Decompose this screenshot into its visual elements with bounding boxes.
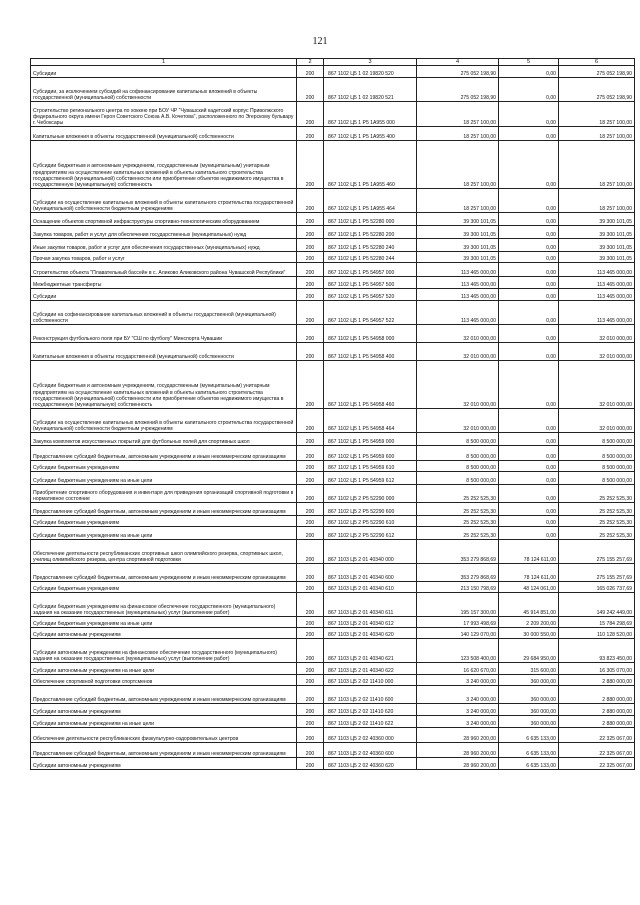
row-code-cell: 200 [297, 325, 324, 343]
row-name-cell: Приобретение спортивного оборудования и инвентаря для приведения организаций спортивной подготовки в нормативное состояние [31, 485, 297, 503]
row-name-cell: Субсидии бюджетным учреждениям на финансовое обеспечение государственного (муниципального) задания на оказание государственных (муниципальных) услуг (выполнение работ) [31, 593, 297, 617]
row-name-cell: Субсидии автономным учреждениям на иные цели [31, 663, 297, 675]
row-change-cell: 6 635 133,00 [499, 758, 559, 770]
row-name-cell: Субсидии бюджетным учреждениям на иные цели [31, 472, 297, 485]
row-change-cell: 0,00 [499, 289, 559, 301]
table-row [31, 639, 635, 663]
row-kbk-cell: 867 1103 Ц5 2 02 11410 000 [324, 675, 417, 686]
table-row [31, 66, 635, 78]
row-kbk-cell: 867 1102 Ц5 2 Р5 52290 000 [324, 485, 417, 503]
table-row [31, 343, 635, 361]
row-change-cell: 6 635 133,00 [499, 728, 559, 743]
row-total-cell: 18 257 100,00 [417, 189, 499, 213]
table-row [31, 663, 635, 675]
row-result-cell: 16 305 070,00 [559, 663, 635, 675]
row-total-cell: 353 279 868,69 [417, 564, 499, 582]
row-name-cell: Субсидии бюджетным и автономным учреждениям, государственным (муниципальным) унитарным предприятиям на осуществление капитальных вложений в объекты капитального строительства государственной (муниципальной) собственности или приобретение объектов недвижимого имущества в государственную (муниципальную) собственность [31, 361, 297, 409]
row-name-cell: Предоставление субсидий бюджетным, автономным учреждениям и иным некоммерческим организациям [31, 446, 297, 461]
row-code-cell: 200 [297, 263, 324, 277]
row-code-cell: 200 [297, 289, 324, 301]
table-row [31, 277, 635, 289]
row-change-cell: 2 209 200,00 [499, 617, 559, 628]
row-name-cell: Строительство объекта "Плавательный бассейн в с. Аликово Аликовского района Чувашской Республики" [31, 263, 297, 277]
table-row [31, 78, 635, 102]
row-change-cell: 0,00 [499, 516, 559, 527]
row-total-cell: 32 010 000,00 [417, 361, 499, 409]
row-name-cell: Строительство регионального центра по хоккею при БОУ ЧР "Чувашский кадетский корпус Приволжского федерального округа имени Героя Советского Союза А.В. Кочетова", расположенного по Эгерскому бульвару г. Чебоксары [31, 102, 297, 127]
row-result-cell: 275 155 257,69 [559, 540, 635, 564]
table-row [31, 675, 635, 686]
row-change-cell: 0,00 [499, 141, 559, 189]
row-change-cell: 360 000,00 [499, 704, 559, 716]
table-row [31, 409, 635, 433]
row-total-cell: 3 240 000,00 [417, 716, 499, 728]
row-code-cell: 200 [297, 564, 324, 582]
row-kbk-cell: 867 1103 Ц5 2 02 11410 620 [324, 704, 417, 716]
table-row [31, 503, 635, 516]
row-code-cell: 200 [297, 66, 324, 78]
row-total-cell: 195 157 300,00 [417, 593, 499, 617]
row-name-cell: Предоставление субсидий бюджетным, автономным учреждениям и иным некоммерческим организациям [31, 686, 297, 704]
row-change-cell: 78 124 611,00 [499, 540, 559, 564]
row-change-cell: 0,00 [499, 503, 559, 516]
row-result-cell: 2 880 000,00 [559, 686, 635, 704]
row-result-cell: 275 155 257,69 [559, 564, 635, 582]
row-change-cell: 0,00 [499, 301, 559, 325]
row-total-cell: 39 300 101,05 [417, 252, 499, 263]
table-row [31, 102, 635, 127]
row-name-cell: Иные закупки товаров, работ и услуг для обеспечения государственных (муниципальных) нужд [31, 239, 297, 252]
row-code-cell: 200 [297, 252, 324, 263]
row-code-cell: 200 [297, 663, 324, 675]
row-name-cell: Предоставление субсидий бюджетным, автономным учреждениям и иным некоммерческим организациям [31, 564, 297, 582]
row-code-cell: 200 [297, 582, 324, 593]
row-change-cell: 0,00 [499, 78, 559, 102]
row-result-cell: 39 300 101,05 [559, 252, 635, 263]
row-result-cell: 165 026 737,69 [559, 582, 635, 593]
row-result-cell: 113 465 000,00 [559, 277, 635, 289]
row-name-cell: Предоставление субсидий бюджетным, автономным учреждениям и иным некоммерческим организациям [31, 503, 297, 516]
row-result-cell: 18 257 100,00 [559, 141, 635, 189]
row-code-cell: 200 [297, 704, 324, 716]
row-kbk-cell: 867 1102 Ц5 1 Р5 52280 240 [324, 239, 417, 252]
row-kbk-cell: 867 1102 Ц5 1 02 19820 520 [324, 66, 417, 78]
table-row [31, 540, 635, 564]
row-change-cell: 78 124 611,00 [499, 564, 559, 582]
row-result-cell: 2 880 000,00 [559, 716, 635, 728]
row-code-cell: 200 [297, 675, 324, 686]
row-change-cell: 0,00 [499, 343, 559, 361]
row-kbk-cell: 867 1102 Ц5 1 Р5 1А955 400 [324, 127, 417, 141]
row-total-cell: 32 010 000,00 [417, 343, 499, 361]
row-code-cell: 200 [297, 361, 324, 409]
row-code-cell: 200 [297, 189, 324, 213]
table-row [31, 582, 635, 593]
row-result-cell: 22 325 067,00 [559, 728, 635, 743]
row-name-cell: Субсидии автономным учреждениям на иные цели [31, 716, 297, 728]
row-result-cell: 8 500 000,00 [559, 472, 635, 485]
row-total-cell: 25 252 525,30 [417, 485, 499, 503]
row-name-cell: Субсидии на осуществление капитальных вложений в объекты капитального строительства государственной (муниципальной) собственности бюджетным учреждениям [31, 409, 297, 433]
row-name-cell: Субсидии, за исключением субсидий на софинансирование капитальных вложений в объекты государственной (муниципальной) собственности [31, 78, 297, 102]
table-row [31, 213, 635, 226]
row-change-cell: 0,00 [499, 485, 559, 503]
row-total-cell: 32 010 000,00 [417, 325, 499, 343]
row-code-cell: 200 [297, 540, 324, 564]
row-kbk-cell: 867 1103 Ц5 2 02 11410 600 [324, 686, 417, 704]
row-kbk-cell: 867 1103 Ц5 2 01 40340 621 [324, 639, 417, 663]
row-total-cell: 213 150 798,69 [417, 582, 499, 593]
row-result-cell: 275 052 198,90 [559, 78, 635, 102]
header-cell: 1 [31, 59, 297, 66]
row-total-cell: 140 129 070,00 [417, 628, 499, 639]
row-change-cell: 0,00 [499, 461, 559, 472]
table-row [31, 485, 635, 503]
row-total-cell: 113 465 000,00 [417, 263, 499, 277]
row-result-cell: 39 300 101,05 [559, 226, 635, 239]
row-result-cell: 22 325 067,00 [559, 743, 635, 758]
row-result-cell: 32 010 000,00 [559, 343, 635, 361]
row-change-cell: 0,00 [499, 263, 559, 277]
row-kbk-cell: 867 1103 Ц5 2 02 40360 000 [324, 728, 417, 743]
row-name-cell: Обеспечение деятельности республиканских физкультурно-оздоровительных центров [31, 728, 297, 743]
row-total-cell: 39 300 101,05 [417, 239, 499, 252]
row-result-cell: 2 880 000,00 [559, 675, 635, 686]
row-result-cell: 113 465 000,00 [559, 263, 635, 277]
table-row [31, 564, 635, 582]
row-name-cell: Субсидии автономным учреждениям [31, 704, 297, 716]
row-total-cell: 8 500 000,00 [417, 461, 499, 472]
row-name-cell: Субсидии бюджетным учреждениям на иные цели [31, 527, 297, 540]
row-change-cell: 0,00 [499, 66, 559, 78]
row-change-cell: 0,00 [499, 472, 559, 485]
table-row [31, 617, 635, 628]
row-result-cell: 25 252 525,30 [559, 503, 635, 516]
row-kbk-cell: 867 1102 Ц5 1 Р5 54959 000 [324, 433, 417, 446]
row-code-cell: 200 [297, 141, 324, 189]
table-row [31, 127, 635, 141]
table-row [31, 472, 635, 485]
row-kbk-cell: 867 1102 Ц5 2 Р5 52290 612 [324, 527, 417, 540]
row-code-cell: 200 [297, 617, 324, 628]
row-name-cell: Оснащение объектов спортивной инфраструктуры спортивно-технологическим оборудованием [31, 213, 297, 226]
row-total-cell: 39 300 101,05 [417, 213, 499, 226]
header-cell: 6 [559, 59, 635, 66]
row-total-cell: 123 508 400,00 [417, 639, 499, 663]
row-result-cell: 275 052 198,90 [559, 66, 635, 78]
row-name-cell: Прочая закупка товаров, работ и услуг [31, 252, 297, 263]
row-name-cell: Субсидии бюджетным учреждениям [31, 461, 297, 472]
row-kbk-cell: 867 1102 Ц5 1 Р5 54959 610 [324, 461, 417, 472]
table-row [31, 189, 635, 213]
row-code-cell: 200 [297, 503, 324, 516]
row-code-cell: 200 [297, 639, 324, 663]
table-row [31, 289, 635, 301]
row-kbk-cell: 867 1102 Ц5 1 Р5 54958 460 [324, 361, 417, 409]
row-change-cell: 45 914 851,00 [499, 593, 559, 617]
row-name-cell: Субсидии бюджетным учреждениям на иные цели [31, 617, 297, 628]
row-kbk-cell: 867 1103 Ц5 2 02 40360 600 [324, 743, 417, 758]
row-change-cell: 0,00 [499, 433, 559, 446]
row-code-cell: 200 [297, 485, 324, 503]
row-change-cell: 0,00 [499, 527, 559, 540]
header-cell: 2 [297, 59, 324, 66]
row-total-cell: 8 500 000,00 [417, 446, 499, 461]
table-row [31, 226, 635, 239]
table-row [31, 446, 635, 461]
row-change-cell: 360 000,00 [499, 675, 559, 686]
row-code-cell: 200 [297, 743, 324, 758]
row-kbk-cell: 867 1103 Ц5 2 01 40340 610 [324, 582, 417, 593]
row-change-cell: 315 600,00 [499, 663, 559, 675]
row-code-cell: 200 [297, 728, 324, 743]
row-total-cell: 18 257 100,00 [417, 127, 499, 141]
row-code-cell: 200 [297, 343, 324, 361]
row-change-cell: 0,00 [499, 102, 559, 127]
row-result-cell: 2 880 000,00 [559, 704, 635, 716]
row-name-cell: Субсидии автономным учреждениям [31, 758, 297, 770]
row-code-cell: 200 [297, 226, 324, 239]
row-result-cell: 113 465 000,00 [559, 289, 635, 301]
row-result-cell: 32 010 000,00 [559, 361, 635, 409]
page-number: 121 [312, 36, 328, 47]
table-row [31, 361, 635, 409]
row-result-cell: 8 500 000,00 [559, 433, 635, 446]
header-cell: 4 [417, 59, 499, 66]
row-code-cell: 200 [297, 628, 324, 639]
row-total-cell: 3 240 000,00 [417, 704, 499, 716]
row-name-cell: Капитальные вложения в объекты государственной (муниципальной) собственности [31, 127, 297, 141]
row-change-cell: 0,00 [499, 226, 559, 239]
row-total-cell: 39 300 101,05 [417, 226, 499, 239]
row-result-cell: 93 823 450,00 [559, 639, 635, 663]
row-change-cell: 0,00 [499, 189, 559, 213]
table-row [31, 686, 635, 704]
row-total-cell: 16 620 670,00 [417, 663, 499, 675]
row-code-cell: 200 [297, 239, 324, 252]
row-code-cell: 200 [297, 516, 324, 527]
row-name-cell: Реконструкция футбольного поля при БУ "СШ по футболу" Минспорта Чувашии [31, 325, 297, 343]
row-code-cell: 200 [297, 127, 324, 141]
row-total-cell: 25 252 525,30 [417, 516, 499, 527]
row-result-cell: 18 257 100,00 [559, 127, 635, 141]
row-kbk-cell: 867 1102 Ц5 1 Р5 54958 464 [324, 409, 417, 433]
row-kbk-cell: 867 1102 Ц5 1 Р5 54957 520 [324, 289, 417, 301]
row-total-cell: 113 465 000,00 [417, 301, 499, 325]
row-kbk-cell: 867 1102 Ц5 1 Р5 52280 244 [324, 252, 417, 263]
row-kbk-cell: 867 1103 Ц5 2 02 40360 620 [324, 758, 417, 770]
row-total-cell: 8 500 000,00 [417, 433, 499, 446]
table-row [31, 301, 635, 325]
row-kbk-cell: 867 1102 Ц5 1 Р5 1А955 460 [324, 141, 417, 189]
row-total-cell: 113 465 000,00 [417, 277, 499, 289]
row-name-cell: Субсидии автономным учреждениям на финансовое обеспечение государственного (муниципального) задания на оказание государственных (муниципальных) услуг (выполнение работ) [31, 639, 297, 663]
row-change-cell: 6 635 133,00 [499, 743, 559, 758]
row-kbk-cell: 867 1103 Ц5 2 01 40340 622 [324, 663, 417, 675]
row-name-cell: Капитальные вложения в объекты государственной (муниципальной) собственности [31, 343, 297, 361]
row-code-cell: 200 [297, 213, 324, 226]
row-code-cell: 200 [297, 433, 324, 446]
row-kbk-cell: 867 1103 Ц5 2 01 40340 620 [324, 628, 417, 639]
row-total-cell: 113 465 000,00 [417, 289, 499, 301]
table-row [31, 461, 635, 472]
table-row [31, 728, 635, 743]
row-code-cell: 200 [297, 102, 324, 127]
row-change-cell: 0,00 [499, 409, 559, 433]
table-row [31, 628, 635, 639]
row-kbk-cell: 867 1102 Ц5 1 Р5 1А955 464 [324, 189, 417, 213]
row-code-cell: 200 [297, 301, 324, 325]
row-result-cell: 8 500 000,00 [559, 461, 635, 472]
row-result-cell: 110 128 520,00 [559, 628, 635, 639]
row-kbk-cell: 867 1102 Ц5 1 Р5 54957 000 [324, 263, 417, 277]
row-total-cell: 8 500 000,00 [417, 472, 499, 485]
row-total-cell: 275 052 198,90 [417, 78, 499, 102]
table-row [31, 516, 635, 527]
row-kbk-cell: 867 1102 Ц5 1 Р5 1А955 000 [324, 102, 417, 127]
table-row [31, 758, 635, 770]
table-row [31, 252, 635, 263]
row-kbk-cell: 867 1102 Ц5 1 Р5 54957 500 [324, 277, 417, 289]
row-kbk-cell: 867 1102 Ц5 1 Р5 54957 522 [324, 301, 417, 325]
row-result-cell: 39 300 101,05 [559, 213, 635, 226]
row-name-cell: Обеспечение деятельности республиканских спортивных школ олимпийского резерва, спортивных школ, училищ олимпийского резерва, центра спортивной подготовки [31, 540, 297, 564]
row-change-cell: 360 000,00 [499, 686, 559, 704]
row-code-cell: 200 [297, 461, 324, 472]
row-change-cell: 0,00 [499, 252, 559, 263]
row-name-cell: Обеспечение спортивной подготовки спортсменов [31, 675, 297, 686]
row-change-cell: 0,00 [499, 213, 559, 226]
row-total-cell: 28 960 200,00 [417, 758, 499, 770]
row-kbk-cell: 867 1103 Ц5 2 01 40340 600 [324, 564, 417, 582]
row-change-cell: 360 000,00 [499, 716, 559, 728]
row-kbk-cell: 867 1102 Ц5 1 Р5 52280 000 [324, 213, 417, 226]
table-row [31, 433, 635, 446]
row-change-cell: 0,00 [499, 277, 559, 289]
row-name-cell: Межбюджетные трансферты [31, 277, 297, 289]
row-name-cell: Субсидии бюджетным и автономным учреждениям, государственным (муниципальным) унитарным предприятиям на осуществление капитальных вложений в объекты капитального строительства государственной (муниципальной) собственности или приобретение объектов недвижимого имущества в государственную (муниципальную) собственность [31, 141, 297, 189]
row-result-cell: 149 242 449,00 [559, 593, 635, 617]
row-total-cell: 32 010 000,00 [417, 409, 499, 433]
row-name-cell: Предоставление субсидий бюджетным, автономным учреждениям и иным некоммерческим организациям [31, 743, 297, 758]
row-result-cell: 25 252 525,30 [559, 527, 635, 540]
row-result-cell: 32 010 000,00 [559, 409, 635, 433]
row-kbk-cell: 867 1103 Ц5 2 02 11410 622 [324, 716, 417, 728]
row-result-cell: 32 010 000,00 [559, 325, 635, 343]
row-kbk-cell: 867 1102 Ц5 1 Р5 54959 600 [324, 446, 417, 461]
row-kbk-cell: 867 1102 Ц5 2 Р5 52290 600 [324, 503, 417, 516]
row-code-cell: 200 [297, 593, 324, 617]
row-kbk-cell: 867 1102 Ц5 1 Р5 54958 000 [324, 325, 417, 343]
row-total-cell: 25 252 525,30 [417, 503, 499, 516]
row-code-cell: 200 [297, 277, 324, 289]
row-total-cell: 25 252 525,30 [417, 527, 499, 540]
table-row [31, 704, 635, 716]
table-row [31, 141, 635, 189]
row-code-cell: 200 [297, 472, 324, 485]
row-total-cell: 3 240 000,00 [417, 675, 499, 686]
row-name-cell: Субсидии [31, 66, 297, 78]
row-change-cell: 0,00 [499, 361, 559, 409]
row-total-cell: 18 257 100,00 [417, 141, 499, 189]
row-change-cell: 0,00 [499, 325, 559, 343]
row-kbk-cell: 867 1102 Ц5 1 Р5 54958 400 [324, 343, 417, 361]
row-name-cell: Субсидии на осуществление капитальных вложений в объекты капитального строительства государственной (муниципальной) собственности бюджетным учреждениям [31, 189, 297, 213]
row-kbk-cell: 867 1102 Ц5 1 Р5 54959 612 [324, 472, 417, 485]
table-row [31, 593, 635, 617]
row-result-cell: 8 500 000,00 [559, 446, 635, 461]
row-result-cell: 22 325 067,00 [559, 758, 635, 770]
table-row [31, 263, 635, 277]
row-code-cell: 200 [297, 686, 324, 704]
row-change-cell: 30 000 550,00 [499, 628, 559, 639]
row-result-cell: 25 252 525,30 [559, 485, 635, 503]
row-kbk-cell: 867 1103 Ц5 2 01 40340 000 [324, 540, 417, 564]
row-code-cell: 200 [297, 409, 324, 433]
row-code-cell: 200 [297, 446, 324, 461]
row-total-cell: 275 052 198,90 [417, 66, 499, 78]
row-name-cell: Субсидии бюджетным учреждениям [31, 582, 297, 593]
row-result-cell: 15 784 298,69 [559, 617, 635, 628]
table-row [31, 527, 635, 540]
row-total-cell: 18 257 100,00 [417, 102, 499, 127]
row-result-cell: 25 252 525,30 [559, 516, 635, 527]
row-change-cell: 0,00 [499, 127, 559, 141]
row-total-cell: 28 960 200,00 [417, 728, 499, 743]
row-result-cell: 18 257 100,00 [559, 189, 635, 213]
header-cell: 5 [499, 59, 559, 66]
header-row [31, 59, 635, 66]
row-total-cell: 28 960 200,00 [417, 743, 499, 758]
row-name-cell: Закупка товаров, работ и услуг для обеспечения государственных (муниципальных) нужд [31, 226, 297, 239]
row-code-cell: 200 [297, 716, 324, 728]
row-result-cell: 39 300 101,05 [559, 239, 635, 252]
row-change-cell: 0,00 [499, 446, 559, 461]
row-kbk-cell: 867 1102 Ц5 2 Р5 52290 610 [324, 516, 417, 527]
budget-table [30, 58, 635, 770]
row-result-cell: 18 257 100,00 [559, 102, 635, 127]
table-row [31, 325, 635, 343]
table-row [31, 239, 635, 252]
row-kbk-cell: 867 1102 Ц5 1 02 19820 521 [324, 78, 417, 102]
row-name-cell: Закупка комплектов искусственных покрытий для футбольных полей для спортивных школ [31, 433, 297, 446]
row-code-cell: 200 [297, 527, 324, 540]
row-result-cell: 113 465 000,00 [559, 301, 635, 325]
row-kbk-cell: 867 1103 Ц5 2 01 40340 611 [324, 593, 417, 617]
row-total-cell: 353 279 868,69 [417, 540, 499, 564]
table-row [31, 716, 635, 728]
row-kbk-cell: 867 1103 Ц5 2 01 40340 612 [324, 617, 417, 628]
row-code-cell: 200 [297, 758, 324, 770]
row-name-cell: Субсидии на софинансирование капитальных вложений в объекты государственной (муниципальной) собственности [31, 301, 297, 325]
row-name-cell: Субсидии [31, 289, 297, 301]
row-total-cell: 3 240 000,00 [417, 686, 499, 704]
header-cell: 3 [324, 59, 417, 66]
row-kbk-cell: 867 1102 Ц5 1 Р5 52280 200 [324, 226, 417, 239]
row-change-cell: 0,00 [499, 239, 559, 252]
row-name-cell: Субсидии автономным учреждениям [31, 628, 297, 639]
row-total-cell: 17 993 498,69 [417, 617, 499, 628]
row-name-cell: Субсидии бюджетным учреждениям [31, 516, 297, 527]
row-change-cell: 48 124 061,00 [499, 582, 559, 593]
row-change-cell: 29 684 950,00 [499, 639, 559, 663]
row-code-cell: 200 [297, 78, 324, 102]
table-row [31, 743, 635, 758]
